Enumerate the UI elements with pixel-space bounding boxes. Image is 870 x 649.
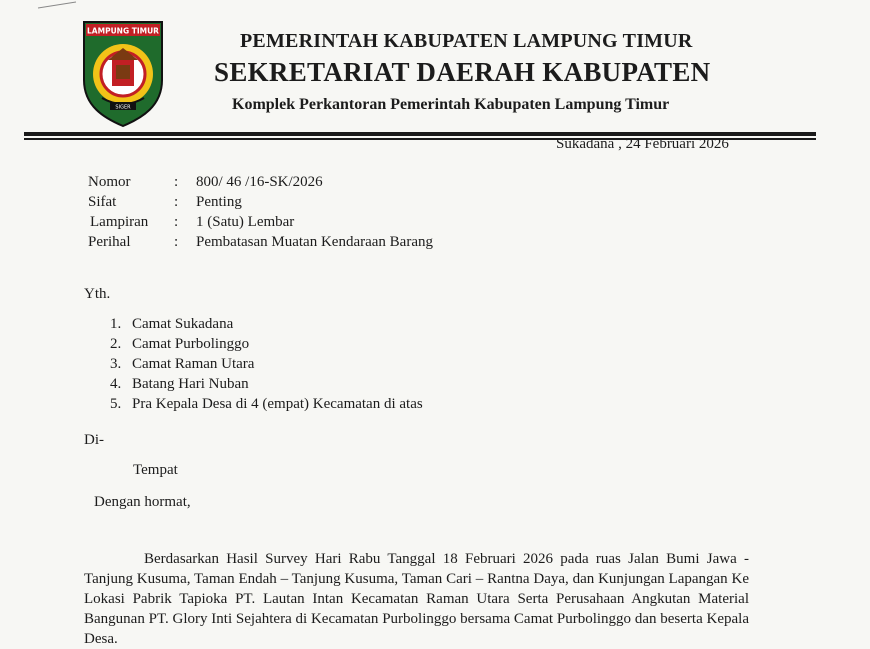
meta-label: Nomor <box>88 174 131 190</box>
list-text: Pra Kepala Desa di 4 (empat) Kecamatan di atas <box>132 396 423 412</box>
list-number: 4. <box>110 376 122 392</box>
svg-text:SIGER: SIGER <box>115 104 131 111</box>
list-item <box>110 334 423 354</box>
address-di: Di- <box>84 432 104 448</box>
list-text: Camat Purbolinggo <box>132 336 250 352</box>
svg-text:LAMPUNG TIMUR: LAMPUNG TIMUR <box>87 26 159 36</box>
list-text: Batang Hari Nuban <box>132 376 249 392</box>
list-item <box>110 354 423 374</box>
lampung-timur-logo <box>80 18 166 128</box>
recipient-list <box>110 314 423 414</box>
meta-label: Perihal <box>88 234 131 250</box>
meta-value: Penting <box>196 194 242 210</box>
kop-office-name: SEKRETARIAT DAERAH KABUPATEN <box>214 57 711 87</box>
list-item <box>110 374 423 394</box>
kop-government-name: PEMERINTAH KABUPATEN LAMPUNG TIMUR <box>240 30 693 52</box>
list-number: 2. <box>110 336 122 352</box>
meta-label: Lampiran <box>90 214 149 230</box>
list-number: 1. <box>110 316 122 332</box>
meta-label: Sifat <box>88 194 117 210</box>
list-number: 3. <box>110 356 122 372</box>
list-text: Camat Raman Utara <box>132 356 255 372</box>
meta-value: Pembatasan Muatan Kendaraan Barang <box>196 234 433 250</box>
salutation-yth: Yth. <box>84 286 111 302</box>
list-item <box>110 394 423 414</box>
meta-value: 800/ 46 /16-SK/2026 <box>196 174 323 190</box>
meta-colon: : <box>174 234 179 250</box>
meta-colon: : <box>174 194 179 210</box>
list-text: Camat Sukadana <box>132 316 234 332</box>
kop-address: Komplek Perkantoran Pemerintah Kabupaten Lampung Timur <box>232 96 670 113</box>
greeting: Dengan hormat, <box>94 494 191 510</box>
scan-artifact <box>36 0 96 10</box>
list-item <box>110 314 423 334</box>
meta-value: 1 (Satu) Lembar <box>196 214 295 230</box>
meta-colon: : <box>174 214 179 230</box>
meta-colon: : <box>174 174 179 190</box>
body-paragraph: Berdasarkan Hasil Survey Hari Rabu Tanggal 18 Februari 2026 pada ruas Jalan Bumi Jawa - Tanjung Kusuma, Taman Endah – Tanjung Kusuma, Taman Cari – Rantna Daya, dan Kunjungan Lapangan Ke Lokasi Pabrik Tapioka PT. Lautan Intan Kecamatan Raman Utara Serta Perusahaan Angkutan Material Bangunan PT. Glory Inti Sejahtera di Kecamatan Purbolinggo bersama Camat Purbolinggo dan beserta Kepala Desa. <box>84 551 749 647</box>
letter-date: Sukadana , 24 Februari 2026 <box>556 136 729 152</box>
list-number: 5. <box>110 396 122 412</box>
address-tempat: Tempat <box>133 462 178 478</box>
